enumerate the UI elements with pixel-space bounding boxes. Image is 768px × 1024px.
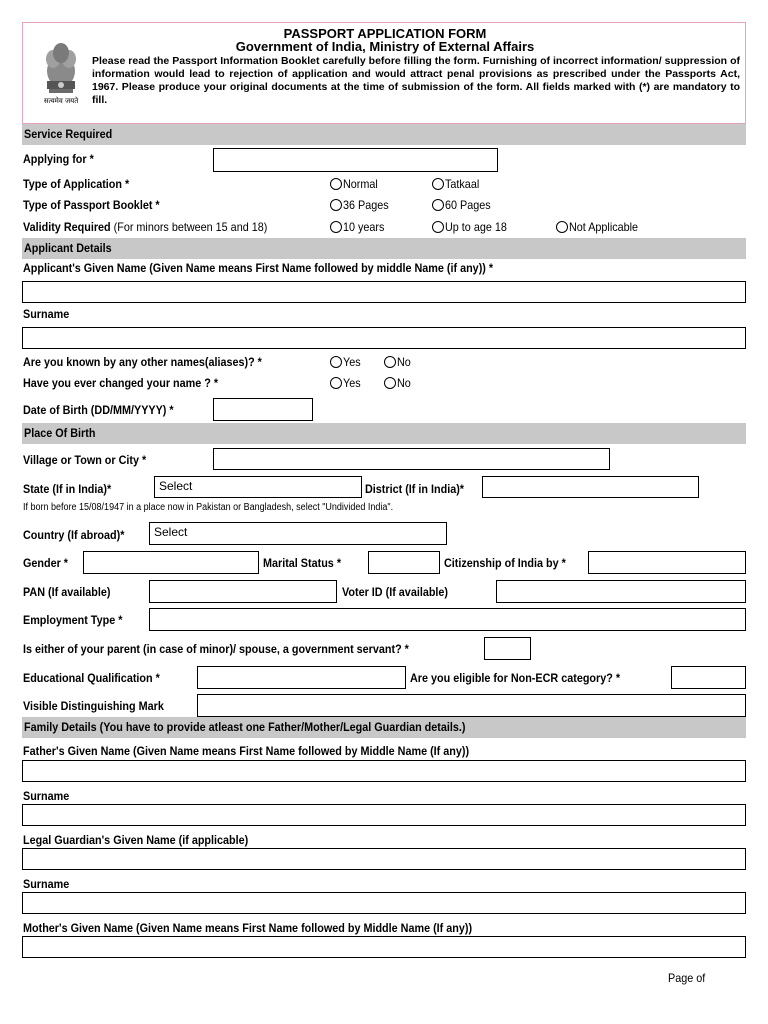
district-label: District (If in India)* — [365, 482, 465, 496]
surname-field[interactable] — [22, 327, 746, 349]
distinguishing-mark-label: Visible Distinguishing Mark — [23, 699, 164, 713]
radio-circle-icon — [432, 221, 444, 233]
radio-circle-icon — [330, 377, 342, 389]
applying-for-field[interactable] — [213, 148, 498, 172]
form-title: PASSPORT APPLICATION FORM — [283, 26, 487, 41]
distinguishing-mark-field[interactable] — [197, 694, 746, 717]
aliases-label: Are you known by any other names(aliases)? * — [23, 355, 262, 369]
undivided-india-note: If born before 15/08/1947 in a place now in Pakistan or Bangladesh, select "Undivided India". — [23, 502, 394, 513]
applying-for-label: Applying for * — [23, 152, 94, 166]
guardian-name-label: Legal Guardian's Given Name (if applicable) — [23, 833, 249, 847]
surname-label: Surname — [23, 307, 70, 321]
gender-field[interactable] — [83, 551, 259, 574]
validity-label: Validity Required — [23, 220, 111, 234]
voter-id-field[interactable] — [496, 580, 746, 603]
form-instructions: Please read the Passport Information Booklet carefully before filling the form. Furnishing of incorrect information/ suppression of information would lead to rejection of application and would attract penal provisions as prescribed under the Passports Act, 1967. Please produce your original documents at the time of submission of the form. All fields marked with (*) are mandatory to fill. — [92, 55, 740, 106]
father-name-field[interactable] — [22, 760, 746, 782]
citizenship-field[interactable] — [588, 551, 746, 574]
radio-circle-icon — [432, 199, 444, 211]
radio-circle-icon — [556, 221, 568, 233]
section-service-required: Service Required — [22, 124, 746, 145]
pan-label: PAN (If available) — [23, 585, 111, 599]
validity-note: (For minors between 15 and 18) — [113, 220, 268, 234]
guardian-surname-field[interactable] — [22, 892, 746, 914]
voter-id-label: Voter ID (If available) — [342, 585, 449, 599]
radio-circle-icon — [384, 356, 396, 368]
section-applicant-details: Applicant Details — [22, 238, 746, 259]
radio-36-pages[interactable]: 36 Pages — [330, 198, 394, 212]
section-family-details: Family Details (You have to provide atleast one Father/Mother/Legal Guardian details.) — [22, 717, 746, 738]
mother-name-label: Mother's Given Name (Given Name means First Name followed by Middle Name (If any)) — [23, 921, 473, 935]
education-label: Educational Qualification * — [23, 671, 160, 685]
radio-circle-icon — [330, 199, 342, 211]
govt-servant-field[interactable] — [484, 637, 531, 660]
radio-tatkaal[interactable]: Tatkaal — [432, 177, 483, 191]
non-ecr-field[interactable] — [671, 666, 746, 689]
changed-name-label: Have you ever changed your name ? * — [23, 376, 219, 390]
page-number: Page of — [668, 971, 706, 985]
given-name-label: Applicant's Given Name (Given Name means First Name followed by middle Name (if any)) * — [23, 261, 494, 275]
employment-type-field[interactable] — [149, 608, 746, 631]
radio-normal[interactable]: Normal — [330, 177, 382, 191]
state-label: State (If in India)* — [23, 482, 112, 496]
mother-name-field[interactable] — [22, 936, 746, 958]
radio-60-pages[interactable]: 60 Pages — [432, 198, 496, 212]
given-name-field[interactable] — [22, 281, 746, 303]
state-select[interactable]: Select — [154, 476, 362, 498]
form-subtitle: Government of India, Ministry of External Affairs — [235, 39, 535, 54]
radio-up-to-18[interactable]: Up to age 18 — [432, 220, 514, 234]
marital-status-field[interactable] — [368, 551, 440, 574]
aliases-no-radio[interactable]: No — [384, 355, 412, 369]
non-ecr-label: Are you eligible for Non-ECR category? * — [410, 671, 621, 685]
dob-field[interactable] — [213, 398, 313, 421]
changed-name-yes-radio[interactable]: Yes — [330, 376, 363, 390]
validity-label-row — [23, 220, 267, 234]
father-surname-field[interactable] — [22, 804, 746, 826]
govt-servant-label: Is either of your parent (in case of minor)/ spouse, a government servant? * — [23, 642, 409, 656]
radio-10-years[interactable]: 10 years — [330, 220, 389, 234]
employment-type-label: Employment Type * — [23, 613, 123, 627]
dob-label: Date of Birth (DD/MM/YYYY) * — [23, 403, 174, 417]
changed-name-no-radio[interactable]: No — [384, 376, 412, 390]
radio-not-applicable[interactable]: Not Applicable — [556, 220, 646, 234]
citizenship-label: Citizenship of India by * — [444, 556, 566, 570]
aliases-yes-radio[interactable]: Yes — [330, 355, 363, 369]
district-field[interactable] — [482, 476, 699, 498]
country-label: Country (If abroad)* — [23, 528, 125, 542]
pan-field[interactable] — [149, 580, 337, 603]
form-header — [22, 22, 746, 124]
father-surname-label: Surname — [23, 789, 70, 803]
village-field[interactable] — [213, 448, 610, 470]
radio-circle-icon — [330, 221, 342, 233]
marital-status-label: Marital Status * — [263, 556, 342, 570]
guardian-name-field[interactable] — [22, 848, 746, 870]
radio-circle-icon — [432, 178, 444, 190]
guardian-surname-label: Surname — [23, 877, 70, 891]
country-select[interactable]: Select — [149, 522, 447, 545]
radio-circle-icon — [384, 377, 396, 389]
type-of-application-label: Type of Application * — [23, 177, 130, 191]
radio-circle-icon — [330, 178, 342, 190]
education-field[interactable] — [197, 666, 406, 689]
father-name-label: Father's Given Name (Given Name means First Name followed by Middle Name (If any)) — [23, 744, 470, 758]
booklet-type-label: Type of Passport Booklet * — [23, 198, 160, 212]
emblem-motto: सत्यमेव जयते — [43, 97, 79, 105]
village-label: Village or Town or City * — [23, 453, 147, 467]
gender-label: Gender * — [23, 556, 69, 570]
radio-circle-icon — [330, 356, 342, 368]
section-place-of-birth: Place Of Birth — [22, 423, 746, 444]
